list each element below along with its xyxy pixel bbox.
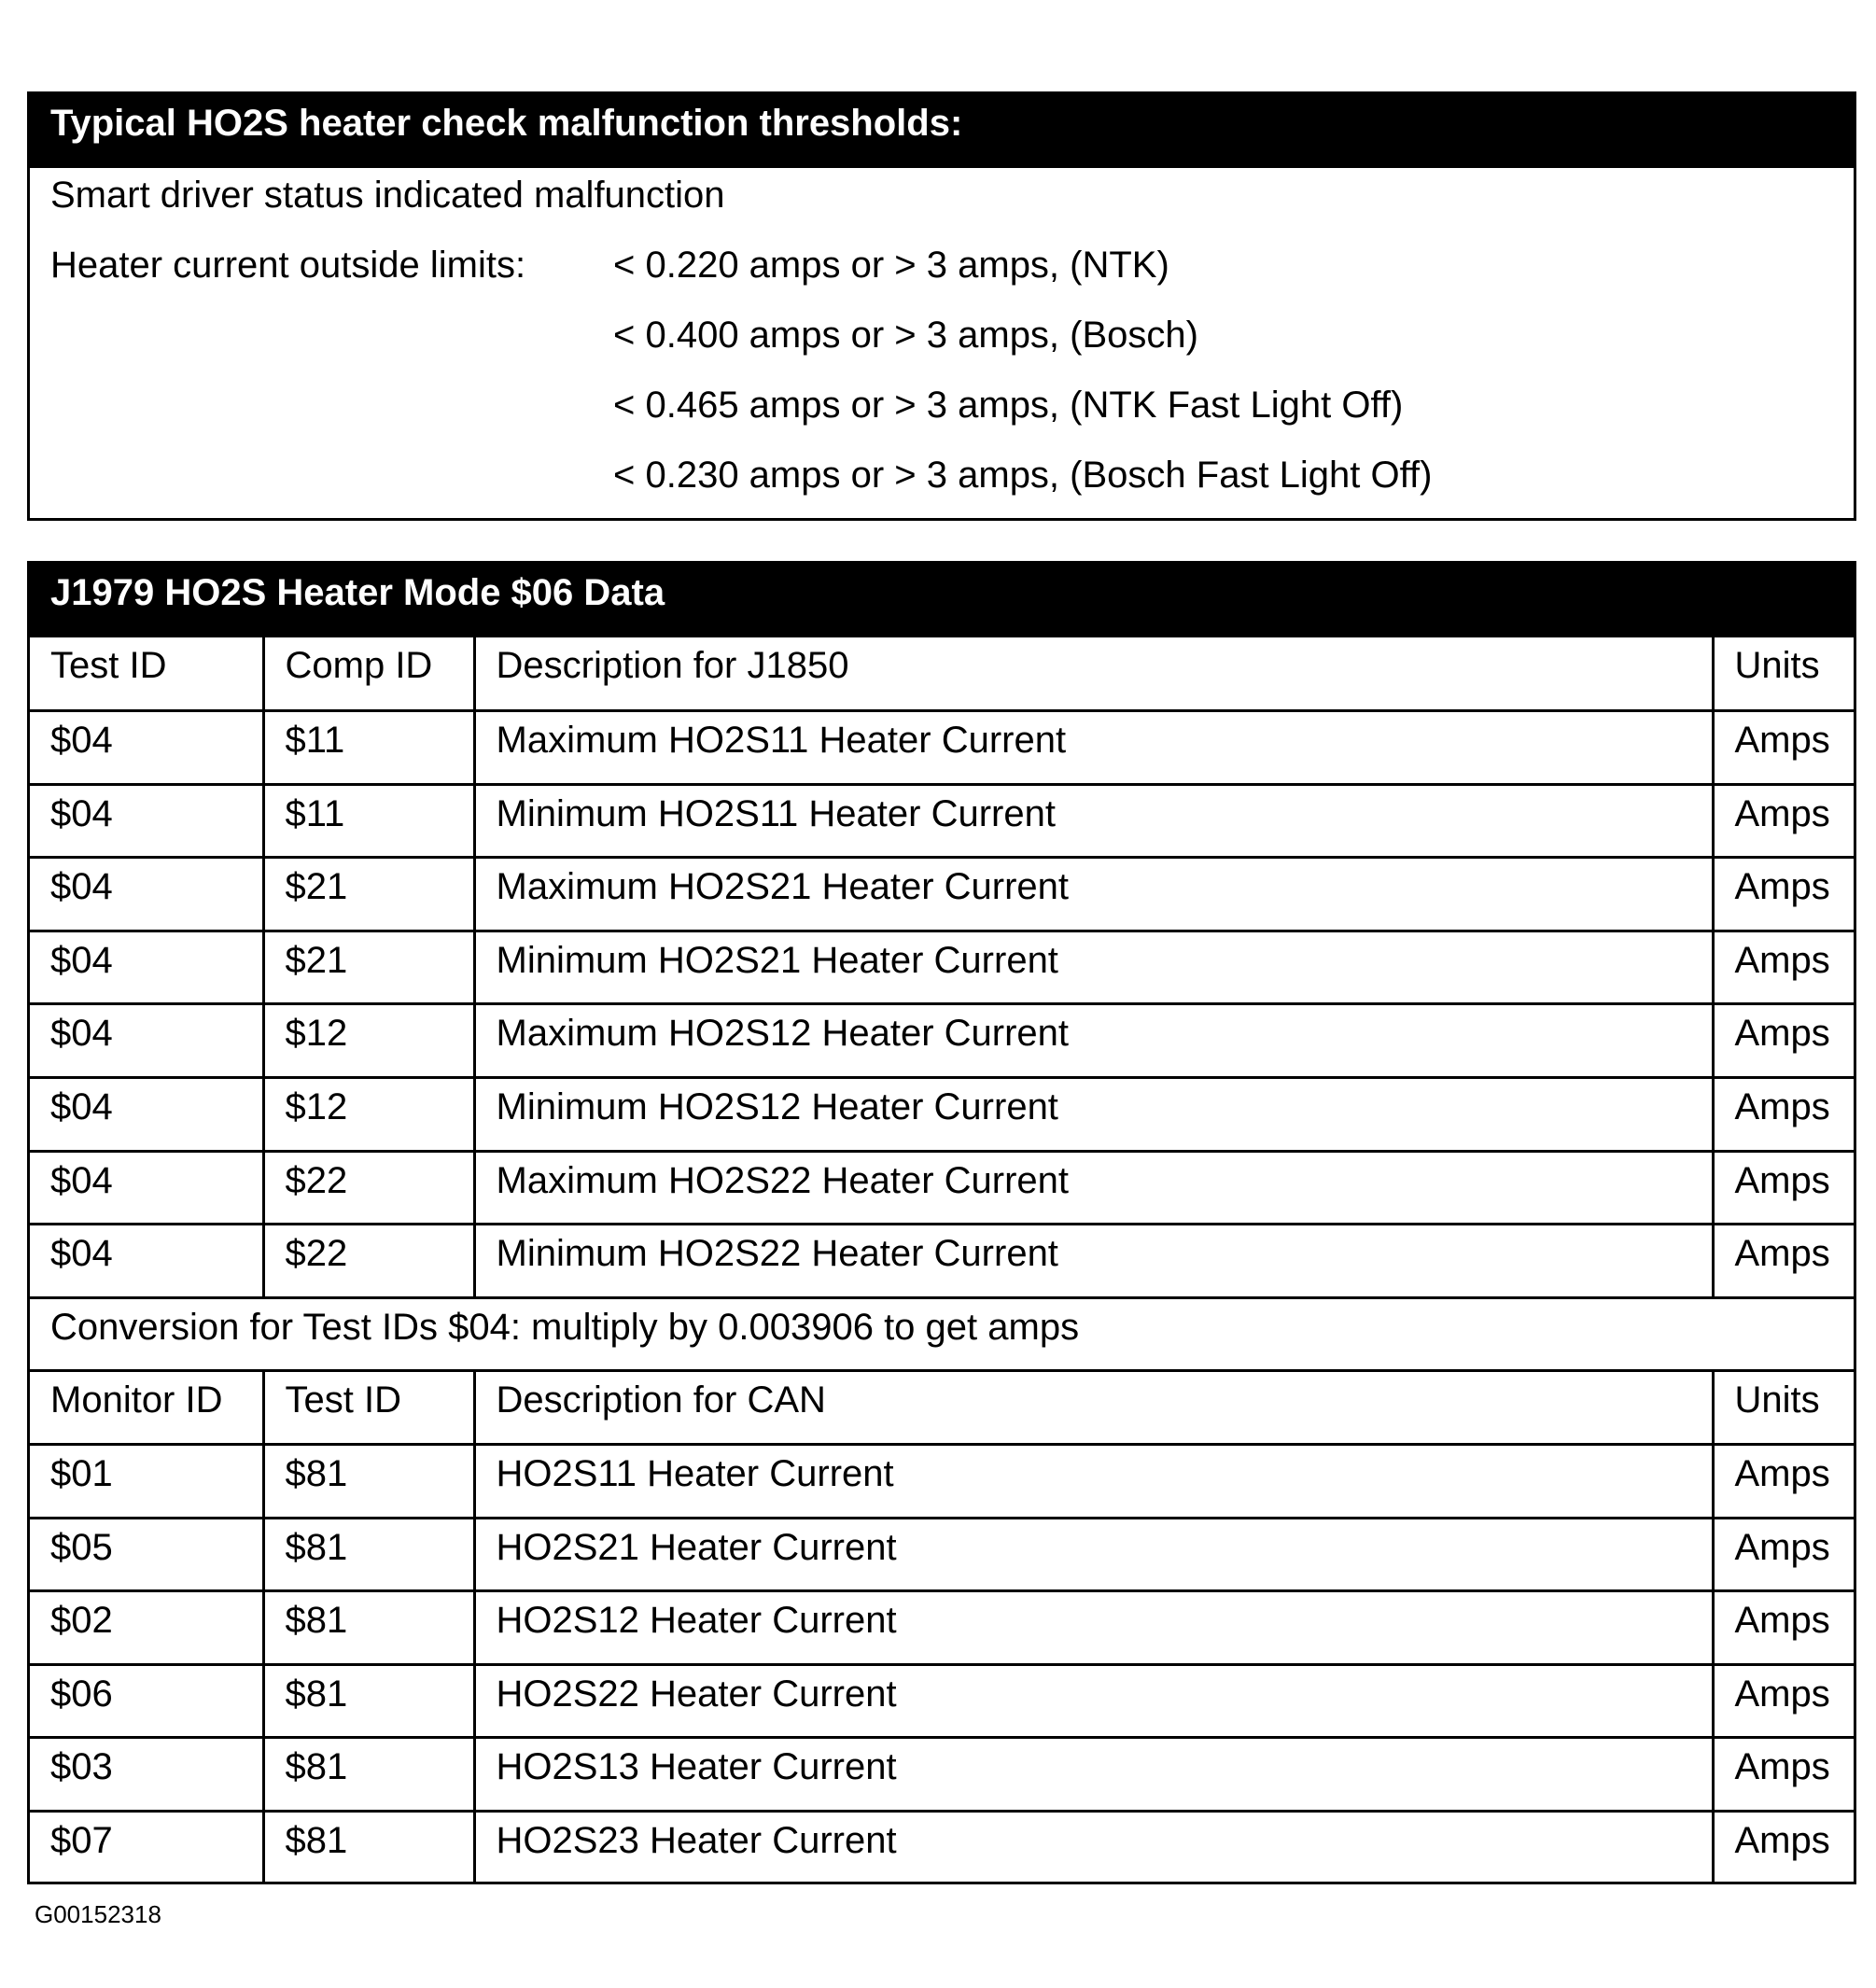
units-cell: Amps — [1713, 931, 1854, 1004]
test-id-cell: $04 — [30, 1078, 263, 1152]
description-cell: Maximum HO2S21 Heater Current — [474, 858, 1713, 931]
test-id-cell: $04 — [30, 1225, 263, 1298]
description-cell: HO2S21 Heater Current — [474, 1518, 1713, 1591]
test-id-cell: $04 — [30, 931, 263, 1004]
test-id-cell: $04 — [30, 711, 263, 785]
units-cell: Amps — [1713, 1151, 1854, 1225]
j1850-header-row — [30, 637, 1854, 711]
table-row — [30, 711, 1854, 785]
description-cell: HO2S23 Heater Current — [474, 1812, 1713, 1885]
current-limits-label: Heater current outside limits: — [50, 245, 526, 286]
units-cell: Amps — [1713, 1591, 1854, 1665]
description-cell: Minimum HO2S12 Heater Current — [474, 1078, 1713, 1152]
comp-id-cell: $12 — [263, 1078, 474, 1152]
mode06-box — [27, 561, 1856, 1884]
test-id-cell: $81 — [263, 1738, 474, 1812]
test-id-cell: $81 — [263, 1591, 474, 1665]
test-id-cell: $81 — [263, 1445, 474, 1519]
table-row — [30, 1004, 1854, 1078]
test-id-cell: $81 — [263, 1518, 474, 1591]
comp-id-cell: $11 — [263, 784, 474, 858]
column-header: Units — [1713, 1371, 1854, 1445]
can-header-row — [30, 1371, 1854, 1445]
column-header: Description for CAN — [474, 1371, 1713, 1445]
test-id-cell: $04 — [30, 784, 263, 858]
table-row — [30, 1151, 1854, 1225]
units-cell: Amps — [1713, 711, 1854, 785]
comp-id-cell: $22 — [263, 1225, 474, 1298]
table-row — [30, 858, 1854, 931]
table-row — [30, 931, 1854, 1004]
description-cell: Maximum HO2S11 Heater Current — [474, 711, 1713, 785]
table-row — [30, 1812, 1854, 1885]
table-row — [30, 1738, 1854, 1812]
monitor-id-cell: $02 — [30, 1591, 263, 1665]
test-id-cell: $81 — [263, 1812, 474, 1885]
description-cell: HO2S11 Heater Current — [474, 1445, 1713, 1519]
table-row — [30, 1518, 1854, 1591]
limit-bosch-fast-light-off: < 0.230 amps or > 3 amps, (Bosch Fast Light Off) — [613, 455, 1433, 496]
description-cell: HO2S22 Heater Current — [474, 1664, 1713, 1738]
units-cell: Amps — [1713, 1664, 1854, 1738]
monitor-id-cell: $05 — [30, 1518, 263, 1591]
column-header: Test ID — [263, 1371, 474, 1445]
thresholds-box — [27, 91, 1856, 521]
units-cell: Amps — [1713, 1078, 1854, 1152]
units-cell: Amps — [1713, 1004, 1854, 1078]
figure-id: G00152318 — [35, 1900, 161, 1928]
conversion-note-row — [30, 1297, 1854, 1371]
thresholds-title: Typical HO2S heater check malfunction thresholds: — [30, 94, 1854, 168]
column-header: Comp ID — [263, 637, 474, 711]
mode06-title: J1979 HO2S Heater Mode $06 Data — [30, 564, 1854, 637]
table-row — [30, 1078, 1854, 1152]
description-cell: HO2S13 Heater Current — [474, 1738, 1713, 1812]
comp-id-cell: $22 — [263, 1151, 474, 1225]
monitor-id-cell: $06 — [30, 1664, 263, 1738]
column-header: Test ID — [50, 645, 167, 686]
description-cell: HO2S12 Heater Current — [474, 1591, 1713, 1665]
table-row — [30, 1445, 1854, 1519]
units-cell: Amps — [1713, 1445, 1854, 1519]
mode06-table — [30, 637, 1854, 1884]
units-cell: Amps — [1713, 1738, 1854, 1812]
units-cell: Amps — [1713, 1812, 1854, 1885]
units-cell: Amps — [1713, 1225, 1854, 1298]
monitor-id-cell: $07 — [30, 1812, 263, 1885]
test-id-cell: $04 — [30, 1151, 263, 1225]
table-row — [30, 1225, 1854, 1298]
monitor-id-cell: $03 — [30, 1738, 263, 1812]
table-row — [30, 1664, 1854, 1738]
limit-bosch: < 0.400 amps or > 3 amps, (Bosch) — [613, 315, 1198, 356]
test-id-cell: $04 — [30, 1004, 263, 1078]
description-cell: Minimum HO2S22 Heater Current — [474, 1225, 1713, 1298]
table-row — [30, 784, 1854, 858]
description-cell: Minimum HO2S21 Heater Current — [474, 931, 1713, 1004]
description-cell: Minimum HO2S11 Heater Current — [474, 784, 1713, 858]
comp-id-cell: $12 — [263, 1004, 474, 1078]
units-cell: Amps — [1713, 1518, 1854, 1591]
description-cell: Maximum HO2S22 Heater Current — [474, 1151, 1713, 1225]
column-header: Units — [1713, 637, 1854, 711]
conversion-note: Conversion for Test IDs $04: multiply by 0.003906 to get amps — [30, 1297, 1854, 1371]
units-cell: Amps — [1713, 784, 1854, 858]
limit-ntk-fast-light-off: < 0.465 amps or > 3 amps, (NTK Fast Light Off) — [613, 385, 1404, 426]
comp-id-cell: $21 — [263, 931, 474, 1004]
test-id-cell: $81 — [263, 1664, 474, 1738]
test-id-cell: $04 — [30, 858, 263, 931]
limit-ntk: < 0.220 amps or > 3 amps, (NTK) — [613, 245, 1169, 286]
comp-id-cell: $21 — [263, 858, 474, 931]
table-row — [30, 1591, 1854, 1665]
column-header: Monitor ID — [30, 1371, 263, 1445]
monitor-id-cell: $01 — [30, 1445, 263, 1519]
status-line: Smart driver status indicated malfunction — [50, 175, 725, 216]
units-cell: Amps — [1713, 858, 1854, 931]
description-cell: Maximum HO2S12 Heater Current — [474, 1004, 1713, 1078]
comp-id-cell: $11 — [263, 711, 474, 785]
column-header: Description for J1850 — [474, 637, 1713, 711]
